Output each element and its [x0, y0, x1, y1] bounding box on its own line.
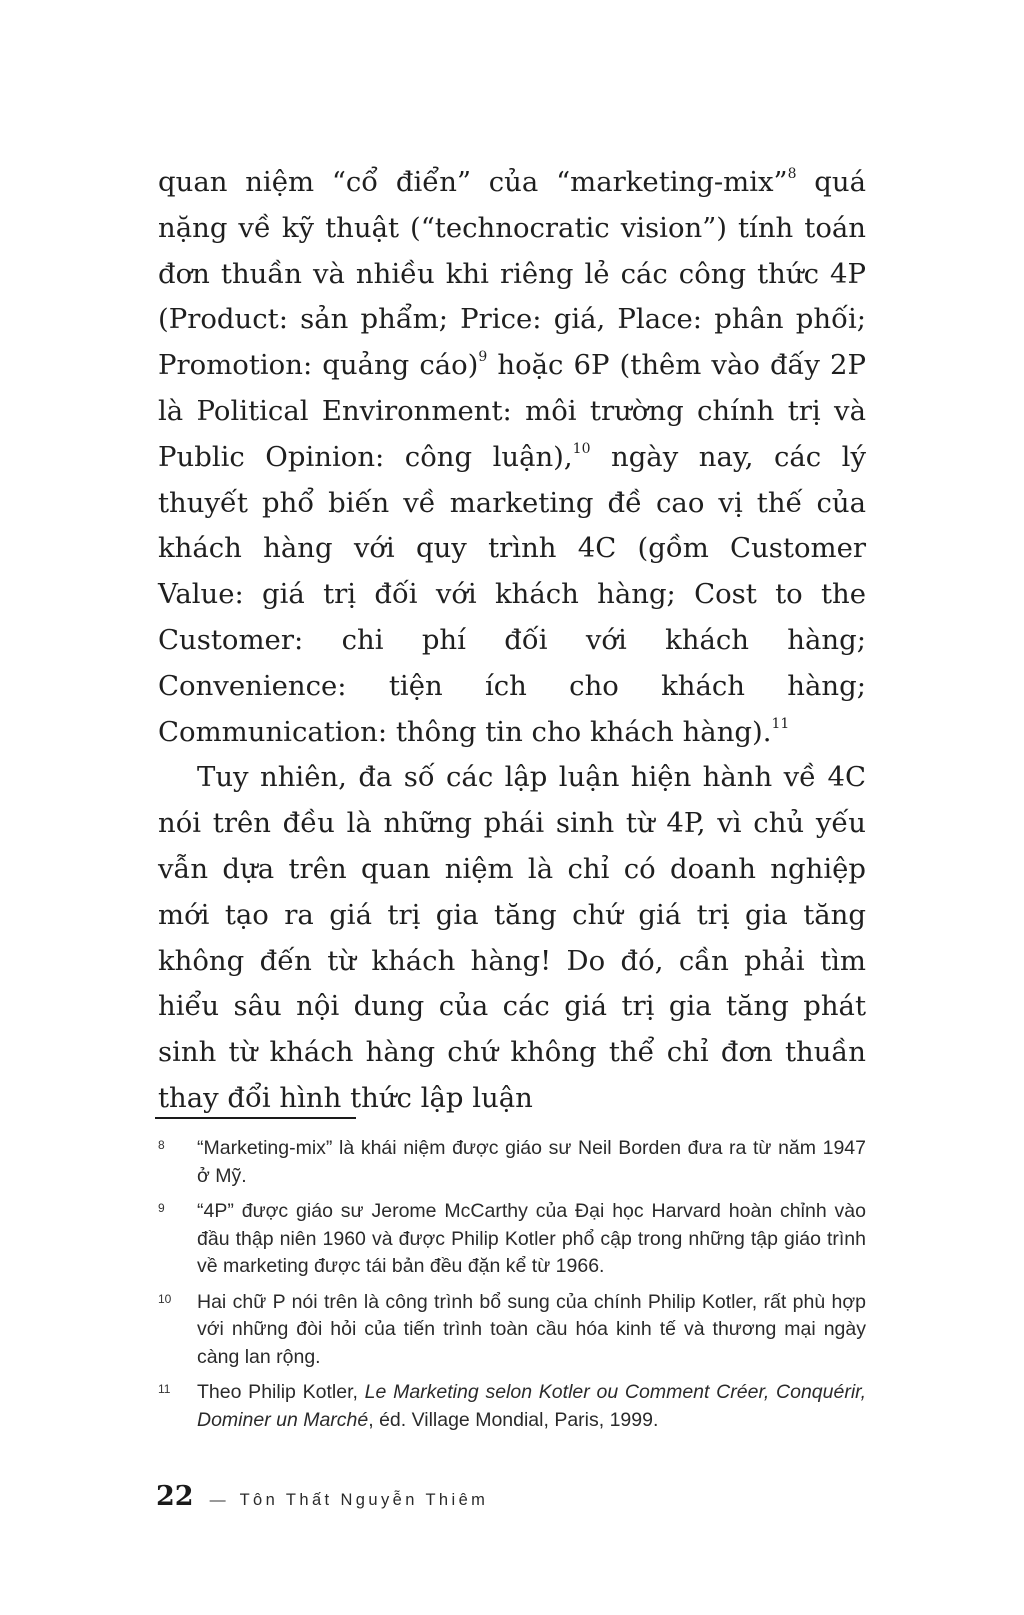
book-title: Le Marketing selon Kotler ou Comment Créer, Conquérir, Dominer un Marché: [197, 1381, 866, 1431]
footer-separator: —: [209, 1492, 226, 1509]
footnote-ref: 9: [478, 349, 488, 366]
paragraph-text: quan niệm “cổ điển” của “marketing-mix”: [158, 166, 788, 198]
paragraph: Tuy nhiên, đa số các lập luận hiện hành về 4C nói trên đều là những phái sinh từ 4P, vì chủ yếu vẫn dựa trên quan niệm là chỉ có doanh nghiệp mới tạo ra giá trị gia tăng chứ giá trị gia tăng không đến từ khách hàng! Do đó, cần phải tìm hiểu sâu nội dung của các giá trị gia tăng phát sinh từ khách hàng chứ không thể chỉ đơn thuần thay đổi hình thức lập luận: [158, 761, 866, 1114]
footnote-ref: 11: [771, 715, 790, 732]
paragraph-text: quá nặng về kỹ thuật (“technocratic vision”) tính toán đơn thuần và nhiều khi riêng lẻ các công thức 4P (Product: sản phẩm; Price: giá, Place: phân phối; Promotion: quảng cáo): [158, 166, 867, 382]
footnote-text: Theo Philip Kotler,: [197, 1381, 365, 1403]
paragraph-text: ngày nay, các lý thuyết phổ biến về marketing đề cao vị thế của khách hàng với quy trình 4C (gồm Customer Value: giá trị đối với khách hàng; Cost to the Customer: chi phí đối với khách hàng; Convenience: tiện ích cho khách hàng; Communication: thông tin cho khách hàng).: [158, 440, 866, 748]
footnote-ref: 8: [787, 166, 797, 182]
author-name: Tôn Thất Nguyễn Thiêm: [239, 1491, 489, 1509]
footnote-number: 11: [158, 1382, 171, 1396]
footnote: [158, 1135, 866, 1190]
footnote: [158, 1379, 866, 1434]
footnote-text: , éd. Village Mondial, Paris, 1999.: [368, 1408, 659, 1431]
paragraph-text: hoặc 6P (thêm vào đấy 2P là Political Environment: môi trường chính trị và Public Opinion: công luận),: [158, 349, 866, 473]
footnote-ref: 10: [572, 440, 591, 457]
page-number: 22: [156, 1481, 194, 1512]
footnote-number: 9: [158, 1201, 165, 1215]
footnote-text: Hai chữ P nói trên là công trình bổ sung của chính Philip Kotler, rất phù hợp với những đòi hỏi của tiến trình toàn cầu hóa kinh tế và thương mại ngày càng lan rộng.: [197, 1290, 866, 1368]
footnote-number: 10: [158, 1291, 172, 1306]
footnote: [158, 1198, 866, 1281]
footnote: [158, 1289, 866, 1372]
footnotes: [158, 1135, 866, 1442]
main-text: [158, 160, 866, 1122]
footnote-divider: [155, 1117, 356, 1119]
page-footer: [156, 1481, 488, 1521]
footnote-number: 8: [158, 1138, 165, 1152]
paragraph: [158, 160, 866, 755]
footnote-text: “Marketing-mix” là khái niệm được giáo sư Neil Borden đưa ra từ năm 1947 ở Mỹ.: [197, 1137, 866, 1187]
footnote-text: “4P” được giáo sư Jerome McCarthy của Đại học Harvard hoàn chỉnh vào đầu thập niên 1960 và được Philip Kotler phổ cập trong những tập giáo trình về marketing được tái bản đều đặn kể từ 1966.: [197, 1200, 866, 1277]
